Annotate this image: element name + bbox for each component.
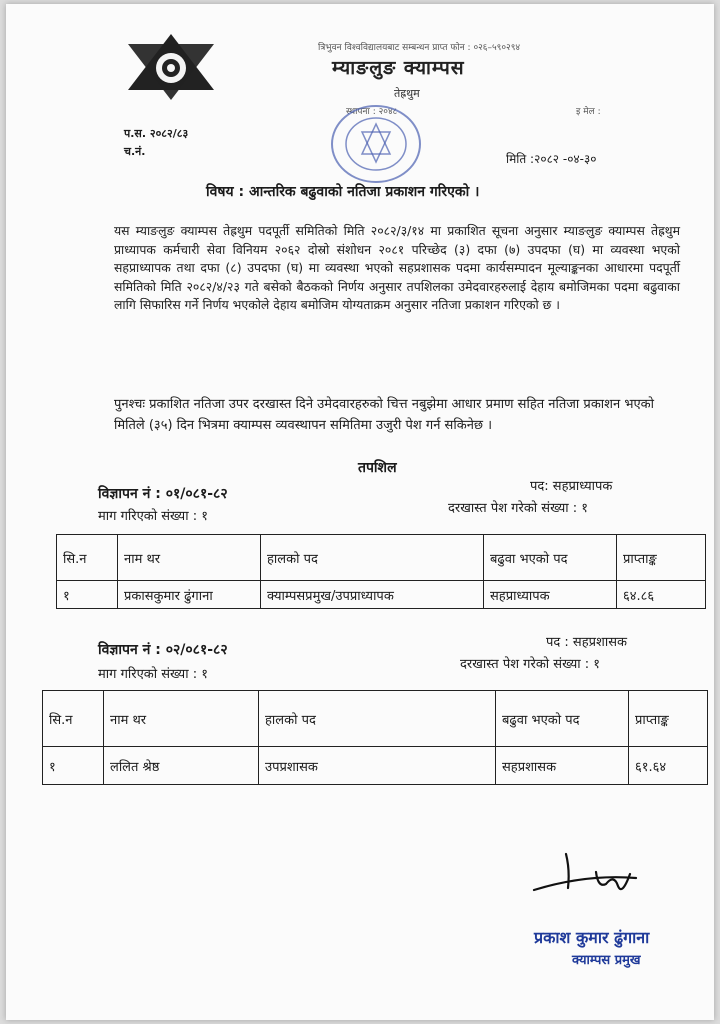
- applications-count-2: दरखास्त पेश गरेको संख्या : १: [460, 657, 601, 672]
- signatory-designation: क्याम्पस प्रमुख: [572, 953, 641, 968]
- signatory-name: प्रकाश कुमार ढुंगाना: [534, 928, 650, 947]
- col-header-name: नाम थर: [104, 691, 259, 747]
- cell-score: ६४.८६: [617, 581, 706, 609]
- col-header-promoted-post: बढुवा भएको पद: [496, 691, 629, 747]
- handwritten-signature-icon: [526, 844, 676, 904]
- post-title-2: पद : सहप्रशासक: [546, 635, 627, 650]
- col-header-sn: सि.न: [57, 535, 118, 581]
- cell-sn: १: [43, 747, 104, 785]
- cell-sn: १: [57, 581, 118, 609]
- col-header-sn: सि.न: [43, 691, 104, 747]
- table-row: [57, 581, 706, 609]
- demand-count-1: माग गरिएको संख्या : १: [98, 509, 208, 524]
- table-row: [43, 747, 708, 785]
- letter-page: [6, 4, 714, 1020]
- col-header-promoted-post: बढुवा भएको पद: [484, 535, 617, 581]
- cell-promoted-post: सहप्रशासक: [496, 747, 629, 785]
- campus-name: म्याङलुङ क्याम्पस: [332, 57, 465, 79]
- letterhead-affiliation: त्रिभुवन विश्वविद्यालयबाट सम्बन्धन प्राप्त फोन : ०२६–५९०२९४: [318, 43, 521, 53]
- university-emblem-icon: [124, 32, 218, 102]
- results-table-2: [42, 690, 708, 785]
- campus-location: तेह्रथुम: [394, 87, 420, 100]
- advertisement-number-1: विज्ञापन नं : ०१/०८१-८२: [98, 486, 228, 502]
- col-header-current-post: हालको पद: [261, 535, 484, 581]
- cell-current-post: क्याम्पसप्रमुख/उपप्राध्यापक: [261, 581, 484, 609]
- cell-name: ललित श्रेष्ठ: [104, 747, 259, 785]
- letter-date: मिति :२०८२ -०४-३०: [506, 152, 597, 166]
- col-header-name: नाम थर: [118, 535, 261, 581]
- details-heading: तपशिल: [358, 460, 397, 476]
- cell-score: ६१.६४: [629, 747, 708, 785]
- demand-count-2: माग गरिएको संख्या : १: [98, 667, 208, 682]
- col-header-current-post: हालको पद: [259, 691, 496, 747]
- body-paragraph-2: पुनश्चः प्रकाशित नतिजा उपर दरखास्त दिने उमेदवारहरुको चित्त नबुझेमा आधार प्रमाण सहित नतिजा प्रकाशन भएको मितिले (३५) दिन भित्रमा क्याम्पस व्यवस्थापन समितिमा उजुरी पेश गर्न सकिनेछ ।: [114, 397, 655, 433]
- results-table-1: [56, 534, 706, 609]
- subject-line: विषय : आन्तरिक बढुवाको नतिजा प्रकाशन गरिएको ।: [206, 184, 480, 200]
- dispatch-number: च.नं.: [124, 145, 146, 158]
- applications-count-1: दरखास्त पेश गरेको संख्या : १: [448, 501, 589, 516]
- cell-name: प्रकासकुमार ढुंगाना: [118, 581, 261, 609]
- post-title-1: पद: सहप्राध्यापक: [530, 479, 613, 494]
- established-year: स्थापना : २०४८: [346, 107, 398, 117]
- reference-number: प.स. २०८२/८३: [124, 127, 189, 140]
- col-header-score: प्राप्ताङ्क: [629, 691, 708, 747]
- advertisement-number-2: विज्ञापन नं : ०२/०८१-८२: [98, 642, 228, 658]
- cell-current-post: उपप्रशासक: [259, 747, 496, 785]
- email-label: इ मेल :: [576, 107, 601, 117]
- col-header-score: प्राप्ताङ्क: [617, 535, 706, 581]
- table-header-row: [57, 535, 706, 581]
- cell-promoted-post: सहप्राध्यापक: [484, 581, 617, 609]
- campus-seal-stamp-icon: [328, 102, 424, 186]
- table-header-row: [43, 691, 708, 747]
- body-paragraph-1: यस म्याङलुङ क्याम्पस तेह्रथुम पदपूर्ती समितिको मिति २०८२/३/१४ मा प्रकाशित सूचना अनुसार म्याङलुङ क्याम्पस तेह्रथुम प्राध्यापक कर्मचारी सेवा विनियम २०६२ दोस्रो संशोधन २०८१ परिच्छेद (३) दफा (७) उपदफा (घ) मा व्यवस्था भएको सहप्राध्यापक तथा दफा (८) उपदफा (घ) मा व्यवस्था भएको सहप्रशासक पदमा कार्यसम्पादन मूल्याङ्कनका आधारमा पदपूर्ती समितिको मिति २०८२/४/२३ गते बसेको बैठकको निर्णय अनुसार तपशिलका उमेदवारहरुलाई देहाय बमोजिमका पदमा बढुवाका लागि सिफारिस गर्ने निर्णय भएकोले देहाय बमोजिम योग्यताक्रम अनुसार नतिजा प्रकाशन गरिएको छ ।: [114, 223, 680, 313]
